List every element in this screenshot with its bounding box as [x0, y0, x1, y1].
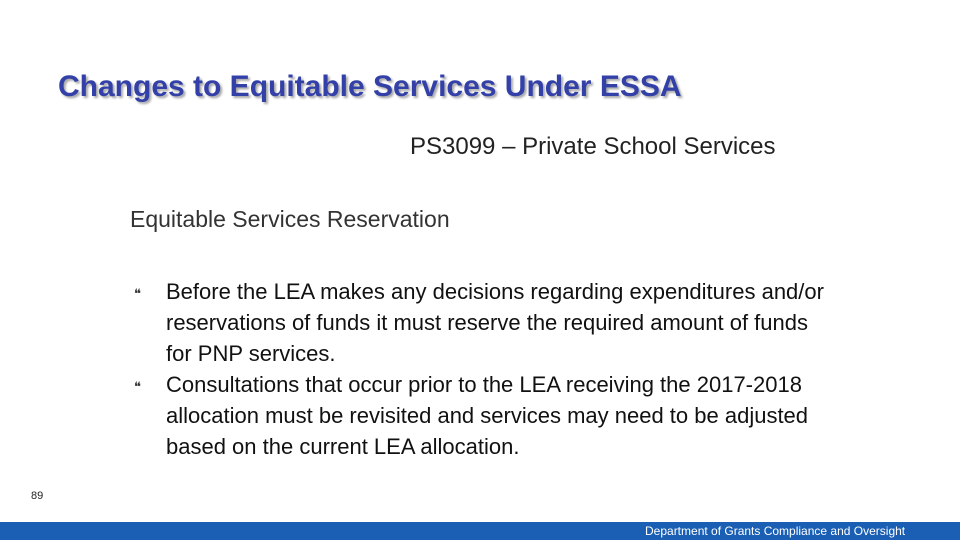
- bullet-item: [134, 276, 834, 369]
- slide-subtitle: PS3099 – Private School Services: [410, 133, 776, 160]
- slide-title: Changes to Equitable Services Under ESSA: [58, 70, 682, 103]
- footer-bar: [0, 522, 960, 540]
- section-heading: Equitable Services Reservation: [130, 206, 450, 232]
- quote-mark-icon: ❝: [134, 286, 141, 301]
- page-number: 89: [31, 490, 44, 502]
- bullet-text: Before the LEA makes any decisions regarding expenditures and/or reservations of funds it must reserve the required amount of funds for PNP services.: [166, 279, 824, 366]
- quote-mark-icon: ❝: [134, 379, 141, 394]
- bullet-item: [134, 369, 834, 462]
- bullet-text: Consultations that occur prior to the LEA receiving the 2017-2018 allocation must be revisited and services may need to be adjusted based on the current LEA allocation.: [166, 372, 809, 459]
- footer-text: Department of Grants Compliance and Oversight: [645, 524, 906, 538]
- bullet-list: [134, 276, 834, 462]
